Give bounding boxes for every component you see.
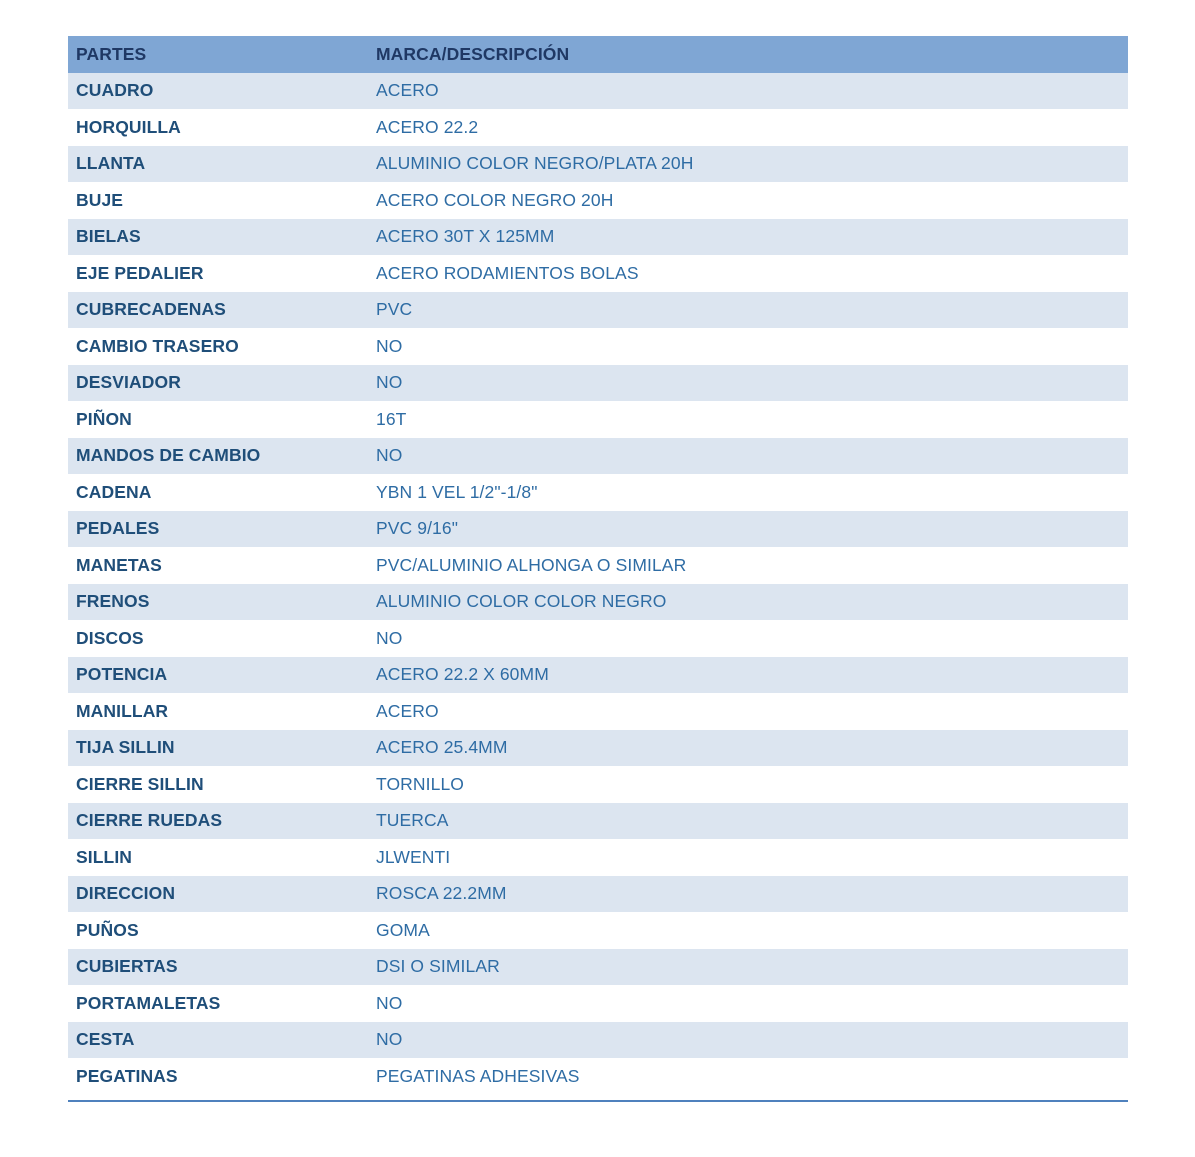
table-row [68, 620, 1128, 657]
table-row [68, 803, 1128, 840]
cell-part: DISCOS [68, 620, 368, 657]
table-row [68, 365, 1128, 402]
cell-description: ACERO [368, 693, 1128, 730]
cell-description: PVC 9/16" [368, 511, 1128, 548]
cell-part: PEDALES [68, 511, 368, 548]
cell-description: ALUMINIO COLOR COLOR NEGRO [368, 584, 1128, 621]
cell-description: PVC [368, 292, 1128, 329]
table-row [68, 146, 1128, 183]
cell-part: SILLIN [68, 839, 368, 876]
table-row [68, 109, 1128, 146]
table-body [68, 73, 1128, 1095]
table-row [68, 511, 1128, 548]
cell-description: NO [368, 328, 1128, 365]
cell-description: NO [368, 620, 1128, 657]
table-row [68, 1022, 1128, 1059]
cell-part: CAMBIO TRASERO [68, 328, 368, 365]
cell-part: CUADRO [68, 73, 368, 110]
cell-part: CIERRE SILLIN [68, 766, 368, 803]
table-row [68, 876, 1128, 913]
cell-description: NO [368, 438, 1128, 475]
cell-part: PEGATINAS [68, 1058, 368, 1095]
cell-part: MANETAS [68, 547, 368, 584]
cell-description: JLWENTI [368, 839, 1128, 876]
table-row [68, 949, 1128, 986]
table-row [68, 474, 1128, 511]
cell-description: ACERO [368, 73, 1128, 110]
cell-part: MANILLAR [68, 693, 368, 730]
table-header [68, 36, 1128, 73]
cell-description: 16T [368, 401, 1128, 438]
table-row [68, 657, 1128, 694]
table-row [68, 766, 1128, 803]
cell-part: BIELAS [68, 219, 368, 256]
cell-part: TIJA SILLIN [68, 730, 368, 767]
cell-description: ROSCA 22.2MM [368, 876, 1128, 913]
cell-description: ACERO 22.2 X 60MM [368, 657, 1128, 694]
table-row [68, 255, 1128, 292]
cell-description: NO [368, 365, 1128, 402]
cell-description: TUERCA [368, 803, 1128, 840]
table-header-row [68, 36, 1128, 73]
table-row [68, 438, 1128, 475]
column-header-partes: PARTES [68, 36, 368, 73]
cell-description: YBN 1 VEL 1/2"-1/8" [368, 474, 1128, 511]
cell-part: FRENOS [68, 584, 368, 621]
cell-part: DESVIADOR [68, 365, 368, 402]
cell-part: EJE PEDALIER [68, 255, 368, 292]
cell-description: PVC/ALUMINIO ALHONGA O SIMILAR [368, 547, 1128, 584]
cell-description: ACERO RODAMIENTOS BOLAS [368, 255, 1128, 292]
table-row [68, 912, 1128, 949]
table-row [68, 182, 1128, 219]
cell-description: ACERO 22.2 [368, 109, 1128, 146]
cell-description: ACERO COLOR NEGRO 20H [368, 182, 1128, 219]
bicycle-specification-table [68, 36, 1128, 1095]
cell-part: MANDOS DE CAMBIO [68, 438, 368, 475]
cell-part: CUBRECADENAS [68, 292, 368, 329]
cell-description: ALUMINIO COLOR NEGRO/PLATA 20H [368, 146, 1128, 183]
cell-part: LLANTA [68, 146, 368, 183]
cell-part: CUBIERTAS [68, 949, 368, 986]
table-row [68, 839, 1128, 876]
cell-part: PUÑOS [68, 912, 368, 949]
cell-description: GOMA [368, 912, 1128, 949]
cell-part: PORTAMALETAS [68, 985, 368, 1022]
table-row [68, 547, 1128, 584]
table-row [68, 401, 1128, 438]
cell-part: HORQUILLA [68, 109, 368, 146]
cell-part: CADENA [68, 474, 368, 511]
cell-description: PEGATINAS ADHESIVAS [368, 1058, 1128, 1095]
cell-description: TORNILLO [368, 766, 1128, 803]
table-row [68, 1058, 1128, 1095]
table-row [68, 292, 1128, 329]
column-header-marca-descripcion: MARCA/DESCRIPCIÓN [368, 36, 1128, 73]
table-row [68, 328, 1128, 365]
table-row [68, 73, 1128, 110]
table-row [68, 985, 1128, 1022]
table-row [68, 219, 1128, 256]
cell-part: POTENCIA [68, 657, 368, 694]
cell-description: NO [368, 985, 1128, 1022]
cell-part: PIÑON [68, 401, 368, 438]
cell-part: CESTA [68, 1022, 368, 1059]
cell-description: ACERO 30T X 125MM [368, 219, 1128, 256]
table-row [68, 693, 1128, 730]
cell-description: DSI O SIMILAR [368, 949, 1128, 986]
cell-part: DIRECCION [68, 876, 368, 913]
cell-part: BUJE [68, 182, 368, 219]
cell-part: CIERRE RUEDAS [68, 803, 368, 840]
cell-description: ACERO 25.4MM [368, 730, 1128, 767]
table-row [68, 584, 1128, 621]
cell-description: NO [368, 1022, 1128, 1059]
table-bottom-rule [68, 1100, 1128, 1102]
table-row [68, 730, 1128, 767]
